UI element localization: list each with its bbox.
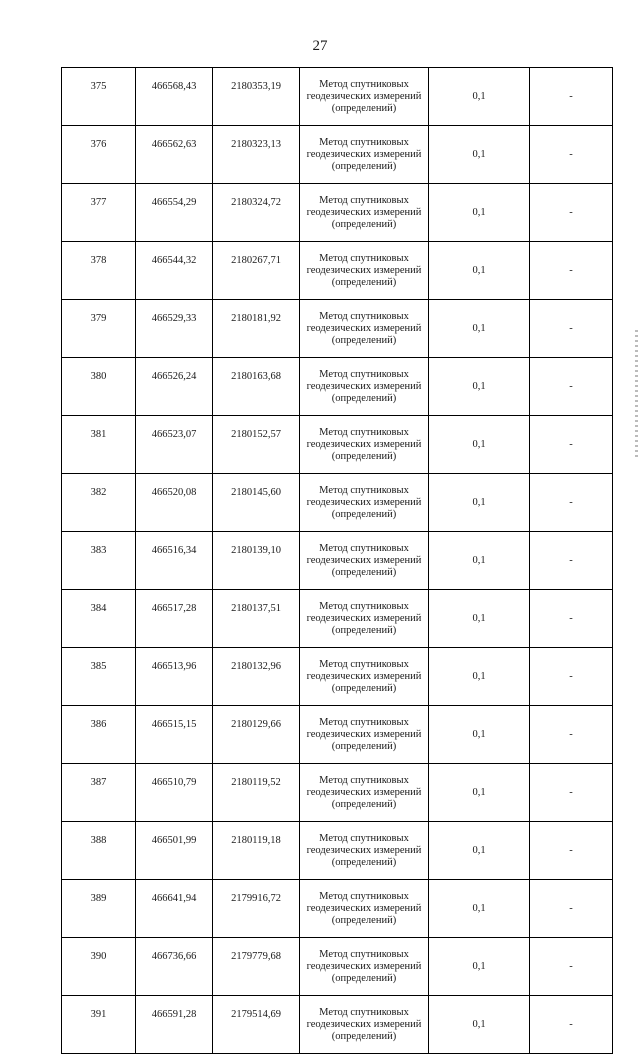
x-coordinate-cell: 466591,28 (136, 996, 213, 1054)
table-row (62, 532, 613, 590)
description-cell: - (530, 184, 613, 242)
page-number: 27 (312, 38, 328, 54)
point-number-cell: 380 (62, 358, 136, 416)
y-coordinate-cell: 2180152,57 (213, 416, 300, 474)
y-coordinate-cell: 2180323,13 (213, 126, 300, 184)
x-coordinate-cell: 466516,34 (136, 532, 213, 590)
x-coordinate-cell: 466562,63 (136, 126, 213, 184)
method-cell: Метод спутниковых геодезических измерений (определений) (300, 184, 429, 242)
method-cell: Метод спутниковых геодезических измерений (определений) (300, 126, 429, 184)
table-row (62, 184, 613, 242)
precision-cell: 0,1 (429, 590, 530, 648)
table-row (62, 474, 613, 532)
x-coordinate-cell: 466517,28 (136, 590, 213, 648)
y-coordinate-cell: 2180129,66 (213, 706, 300, 764)
x-coordinate-cell: 466526,24 (136, 358, 213, 416)
y-coordinate-cell: 2180119,18 (213, 822, 300, 880)
method-cell: Метод спутниковых геодезических измерений (определений) (300, 300, 429, 358)
x-coordinate-cell: 466513,96 (136, 648, 213, 706)
method-cell: Метод спутниковых геодезических измерений (определений) (300, 648, 429, 706)
precision-cell: 0,1 (429, 242, 530, 300)
y-coordinate-cell: 2180267,71 (213, 242, 300, 300)
y-coordinate-cell: 2179514,69 (213, 996, 300, 1054)
table-row (62, 880, 613, 938)
y-coordinate-cell: 2180137,51 (213, 590, 300, 648)
point-number-cell: 390 (62, 938, 136, 996)
description-cell: - (530, 590, 613, 648)
precision-cell: 0,1 (429, 474, 530, 532)
x-coordinate-cell: 466641,94 (136, 880, 213, 938)
method-cell: Метод спутниковых геодезических измерений (определений) (300, 996, 429, 1054)
table-row (62, 126, 613, 184)
table-row (62, 590, 613, 648)
point-number-cell: 389 (62, 880, 136, 938)
y-coordinate-cell: 2180139,10 (213, 532, 300, 590)
y-coordinate-cell: 2180163,68 (213, 358, 300, 416)
scan-edge-mark (635, 330, 638, 460)
point-number-cell: 379 (62, 300, 136, 358)
point-number-cell: 375 (62, 68, 136, 126)
precision-cell: 0,1 (429, 300, 530, 358)
description-cell: - (530, 822, 613, 880)
table-row (62, 996, 613, 1054)
method-cell: Метод спутниковых геодезических измерений (определений) (300, 68, 429, 126)
table-row (62, 242, 613, 300)
point-number-cell: 381 (62, 416, 136, 474)
y-coordinate-cell: 2179779,68 (213, 938, 300, 996)
precision-cell: 0,1 (429, 938, 530, 996)
description-cell: - (530, 358, 613, 416)
precision-cell: 0,1 (429, 358, 530, 416)
table-body (62, 68, 613, 1054)
method-cell: Метод спутниковых геодезических измерений (определений) (300, 706, 429, 764)
method-cell: Метод спутниковых геодезических измерений (определений) (300, 416, 429, 474)
x-coordinate-cell: 466568,43 (136, 68, 213, 126)
method-cell: Метод спутниковых геодезических измерений (определений) (300, 764, 429, 822)
x-coordinate-cell: 466529,33 (136, 300, 213, 358)
x-coordinate-cell: 466520,08 (136, 474, 213, 532)
description-cell: - (530, 764, 613, 822)
precision-cell: 0,1 (429, 416, 530, 474)
table-row (62, 822, 613, 880)
method-cell: Метод спутниковых геодезических измерений (определений) (300, 358, 429, 416)
precision-cell: 0,1 (429, 880, 530, 938)
description-cell: - (530, 648, 613, 706)
precision-cell: 0,1 (429, 822, 530, 880)
table-row (62, 68, 613, 126)
point-number-cell: 386 (62, 706, 136, 764)
table-row (62, 764, 613, 822)
table-row (62, 358, 613, 416)
point-number-cell: 377 (62, 184, 136, 242)
method-cell: Метод спутниковых геодезических измерений (определений) (300, 242, 429, 300)
description-cell: - (530, 996, 613, 1054)
point-number-cell: 384 (62, 590, 136, 648)
precision-cell: 0,1 (429, 532, 530, 590)
x-coordinate-cell: 466510,79 (136, 764, 213, 822)
description-cell: - (530, 126, 613, 184)
method-cell: Метод спутниковых геодезических измерений (определений) (300, 590, 429, 648)
point-number-cell: 388 (62, 822, 136, 880)
table-row (62, 416, 613, 474)
x-coordinate-cell: 466736,66 (136, 938, 213, 996)
description-cell: - (530, 532, 613, 590)
description-cell: - (530, 706, 613, 764)
point-number-cell: 391 (62, 996, 136, 1054)
description-cell: - (530, 880, 613, 938)
method-cell: Метод спутниковых геодезических измерений (определений) (300, 880, 429, 938)
point-number-cell: 383 (62, 532, 136, 590)
description-cell: - (530, 300, 613, 358)
table-row (62, 648, 613, 706)
precision-cell: 0,1 (429, 706, 530, 764)
method-cell: Метод спутниковых геодезических измерений (определений) (300, 822, 429, 880)
x-coordinate-cell: 466554,29 (136, 184, 213, 242)
method-cell: Метод спутниковых геодезических измерений (определений) (300, 532, 429, 590)
description-cell: - (530, 242, 613, 300)
description-cell: - (530, 68, 613, 126)
precision-cell: 0,1 (429, 764, 530, 822)
precision-cell: 0,1 (429, 184, 530, 242)
point-number-cell: 385 (62, 648, 136, 706)
y-coordinate-cell: 2180132,96 (213, 648, 300, 706)
y-coordinate-cell: 2180181,92 (213, 300, 300, 358)
point-number-cell: 382 (62, 474, 136, 532)
x-coordinate-cell: 466544,32 (136, 242, 213, 300)
table-row (62, 706, 613, 764)
point-number-cell: 378 (62, 242, 136, 300)
y-coordinate-cell: 2180119,52 (213, 764, 300, 822)
description-cell: - (530, 938, 613, 996)
x-coordinate-cell: 466515,15 (136, 706, 213, 764)
y-coordinate-cell: 2180353,19 (213, 68, 300, 126)
point-number-cell: 387 (62, 764, 136, 822)
precision-cell: 0,1 (429, 126, 530, 184)
y-coordinate-cell: 2179916,72 (213, 880, 300, 938)
point-number-cell: 376 (62, 126, 136, 184)
table-row (62, 300, 613, 358)
x-coordinate-cell: 466523,07 (136, 416, 213, 474)
precision-cell: 0,1 (429, 68, 530, 126)
coordinates-table (61, 67, 613, 1054)
method-cell: Метод спутниковых геодезических измерений (определений) (300, 938, 429, 996)
y-coordinate-cell: 2180324,72 (213, 184, 300, 242)
y-coordinate-cell: 2180145,60 (213, 474, 300, 532)
description-cell: - (530, 474, 613, 532)
method-cell: Метод спутниковых геодезических измерений (определений) (300, 474, 429, 532)
x-coordinate-cell: 466501,99 (136, 822, 213, 880)
precision-cell: 0,1 (429, 648, 530, 706)
table-row (62, 938, 613, 996)
precision-cell: 0,1 (429, 996, 530, 1054)
description-cell: - (530, 416, 613, 474)
